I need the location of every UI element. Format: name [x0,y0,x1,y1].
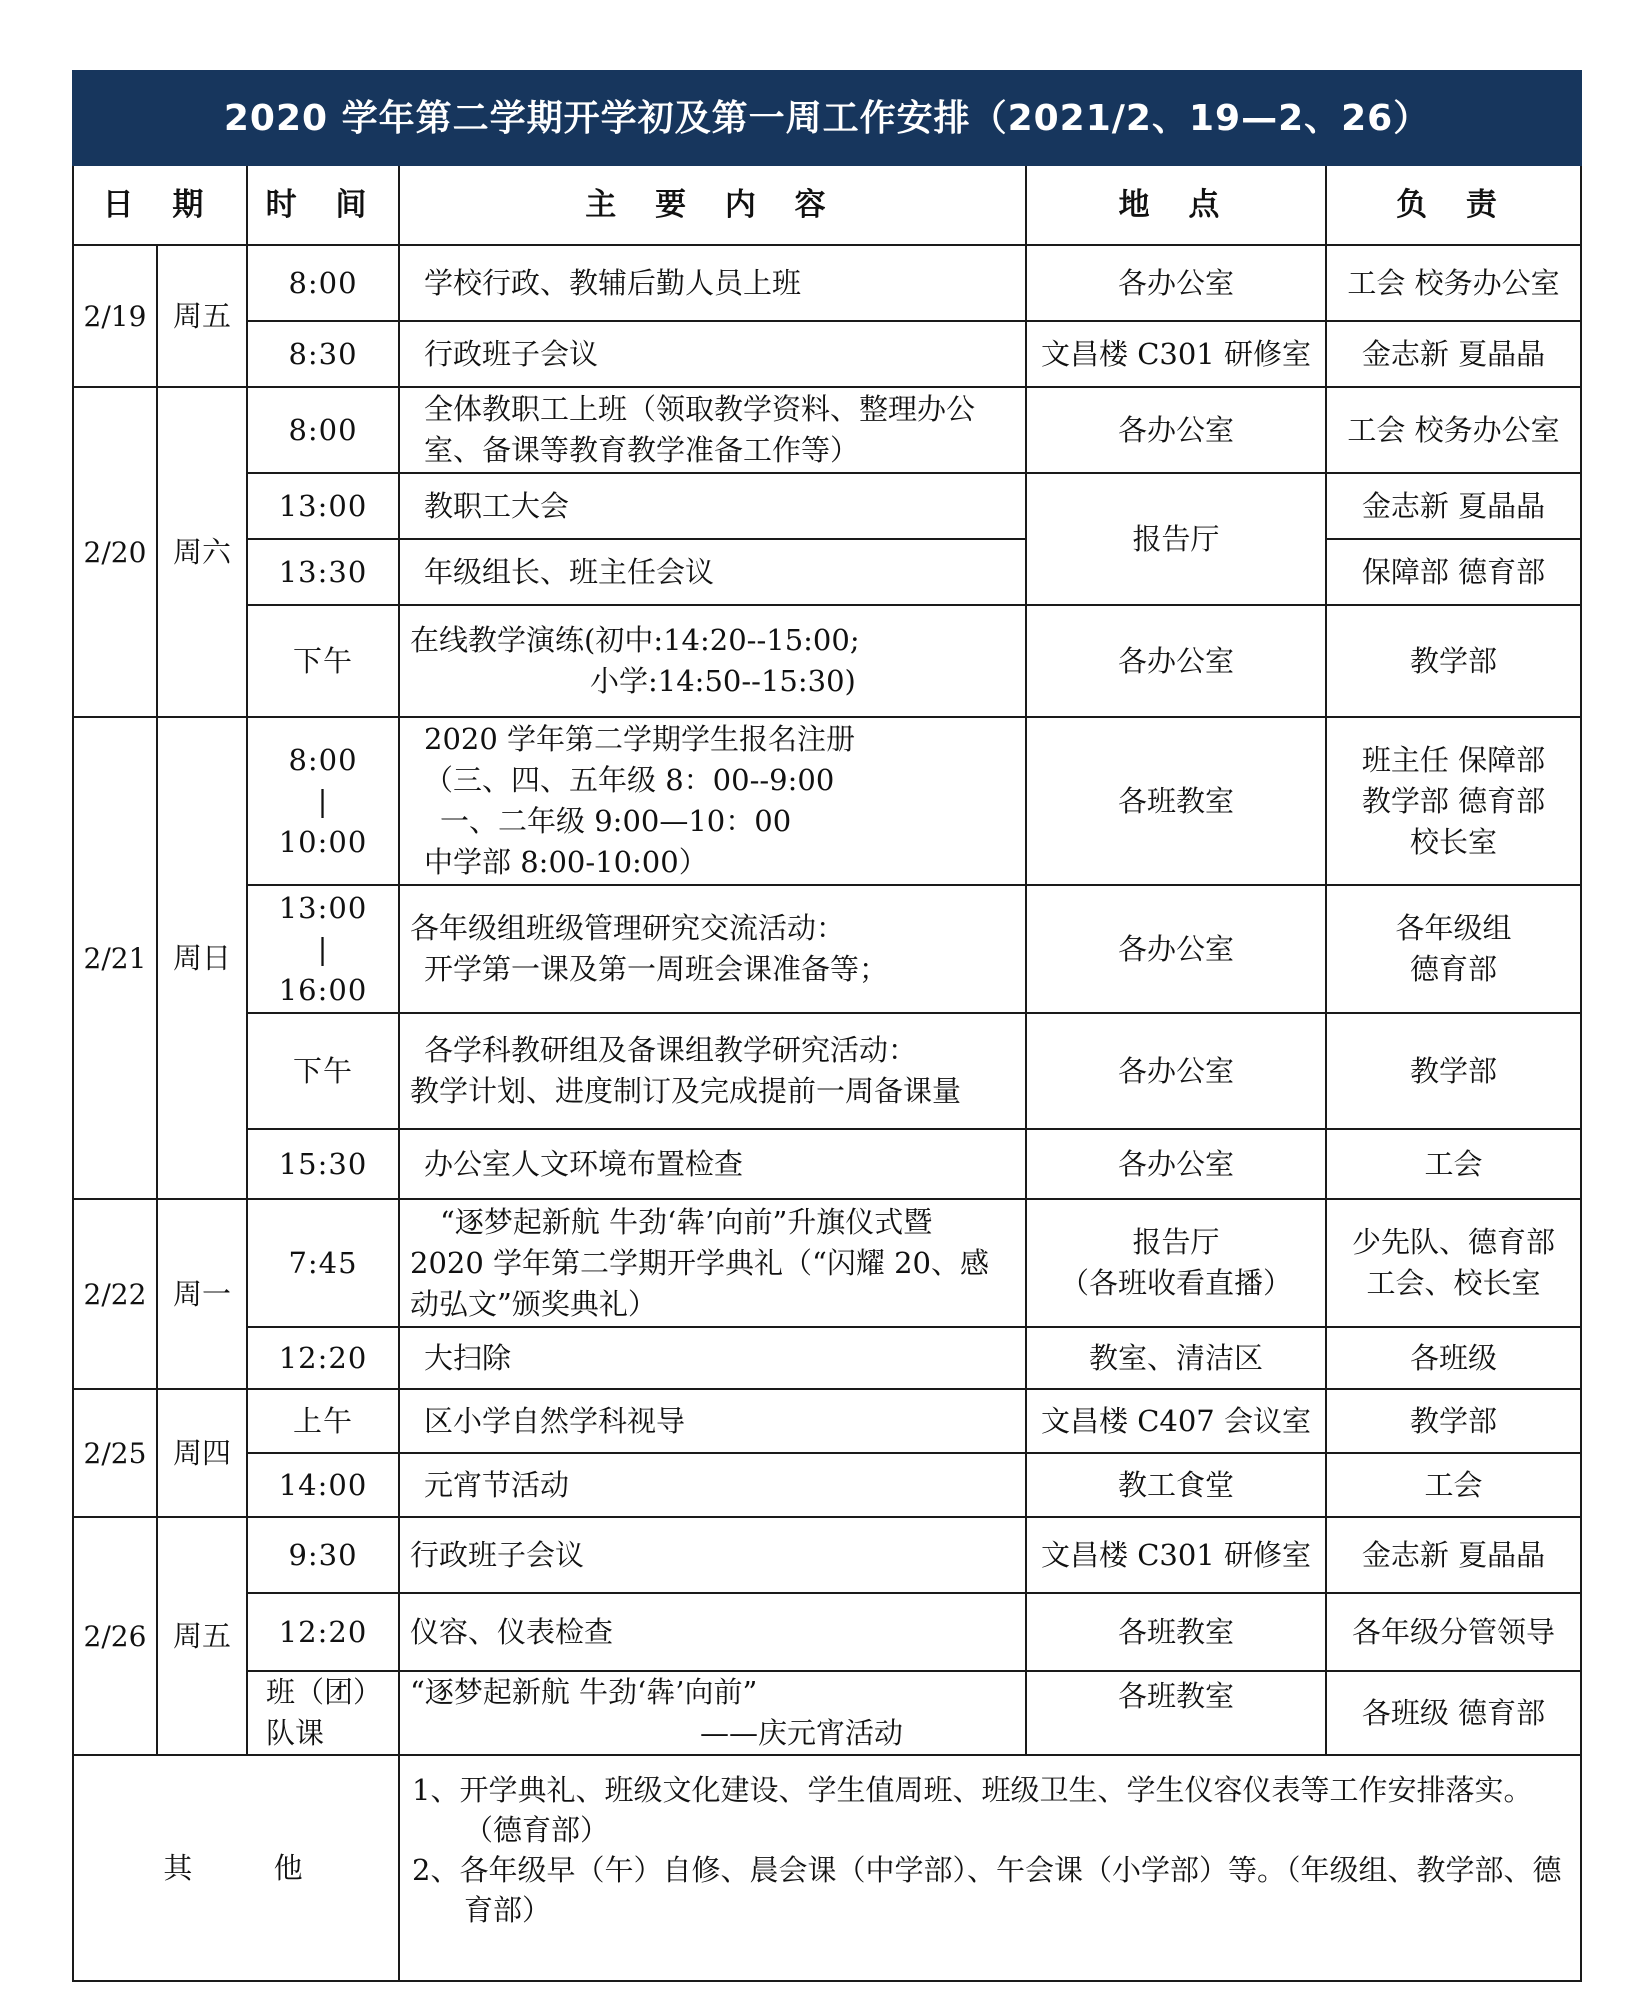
owner-cell: 德育部 [1410,952,1498,986]
table-row [73,1593,1581,1671]
time-cell: 下午 [292,643,353,678]
time-cell: 8:00 [288,742,358,777]
place-cell: （各班收看直播） [1059,1266,1292,1300]
owner-cell: 校长室 [1410,824,1498,859]
date-cell: 2/20 [73,387,157,717]
time-cell: 14:00 [278,1467,368,1502]
schedule-table [72,70,1582,1982]
place-cell: 各班教室 [1117,1614,1234,1649]
table-row [73,1517,1581,1593]
time-cell: | [317,783,329,818]
weekday-cell: 周一 [157,1199,247,1389]
content-cell: 元宵节活动 [424,1467,570,1502]
content-cell: 在线教学演练(初中:14:20--15:00; [410,623,860,657]
date-cell: 2/26 [73,1517,157,1755]
table-row [73,473,1581,539]
content-cell: 一、二年级 9:00—10：00 [440,804,792,838]
place-cell: 教工食堂 [1117,1467,1234,1502]
table-row [73,321,1581,387]
weekday-cell: 周日 [157,717,247,1199]
content-cell: “逐梦起新航 牛劲‘犇’向前”升旗仪式暨 [440,1204,933,1239]
place-cell: 报告厅 [1132,1225,1220,1259]
weekday-cell: 周六 [157,387,247,717]
page-title: 2020 学年第二学期开学初及第一周工作安排（2021/2、19—2、26） [73,71,1581,165]
content-cell: 教学计划、进度制订及完成提前一周备课量 [410,1074,962,1108]
place-cell: 各办公室 [1117,1146,1234,1181]
time-cell: 班（团） [266,1675,383,1709]
time-cell: 12:20 [278,1614,368,1649]
time-cell: 8:00 [288,265,358,300]
table-row [73,1129,1581,1199]
owner-cell: 金志新 夏晶晶 [1361,1537,1546,1572]
time-cell: 队课 [266,1716,325,1750]
time-cell: 上午 [292,1403,353,1438]
place-cell: 教室、清洁区 [1088,1340,1263,1375]
table-row [73,1013,1581,1129]
table-row [73,1389,1581,1453]
content-cell: 行政班子会议 [424,336,599,371]
owner-cell: 教学部 [1410,1403,1498,1438]
place-cell: 各办公室 [1117,412,1234,447]
content-cell: 2020 学年第二学期开学典礼（“闪耀 20、感 [410,1245,989,1280]
owner-cell: 保障部 德育部 [1361,554,1546,589]
table-row [73,717,1581,885]
owner-cell: 各年级分管领导 [1352,1614,1556,1649]
owner-cell: 各年级组 [1395,911,1512,945]
place-cell: 各办公室 [1117,931,1234,966]
table-row [73,1453,1581,1517]
place-cell: 各办公室 [1117,1053,1234,1088]
time-cell: 13:00 [278,488,368,523]
content-cell: 年级组长、班主任会议 [424,554,715,589]
content-cell: 小学:14:50--15:30) [590,664,856,698]
owner-cell: 少先队、德育部 [1352,1225,1556,1259]
content-cell: 区小学自然学科视导 [424,1403,686,1438]
owner-cell: 工会 [1424,1146,1483,1181]
owner-cell: 各班级 德育部 [1361,1695,1546,1730]
header-owner: 负 责 [1326,165,1581,245]
table-row [73,1199,1581,1327]
content-cell: 动弘文”颁奖典礼） [410,1286,657,1321]
content-cell: （三、四、五年级 8：00--9:00 [424,763,835,797]
time-cell: 8:00 [288,412,358,447]
time-cell: 10:00 [278,824,368,859]
weekday-cell: 周四 [157,1389,247,1517]
place-cell: 各班教室 [1117,1679,1234,1713]
content-cell: 各年级组班级管理研究交流活动： [410,911,846,945]
place-cell: 文昌楼 C301 研修室 [1041,1537,1311,1572]
content-cell: 行政班子会议 [410,1537,585,1572]
content-cell: 各学科教研组及备课组教学研究活动： [424,1033,918,1067]
time-cell: 15:30 [278,1146,368,1181]
content-cell: 2020 学年第二学期学生报名注册 [424,722,856,756]
place-cell: 报告厅 [1132,521,1220,556]
owner-cell: 教学部 德育部 [1361,783,1546,818]
date-cell: 2/22 [73,1199,157,1389]
content-cell: 大扫除 [424,1340,512,1375]
table-row [73,885,1581,1013]
time-cell: 7:45 [288,1245,358,1280]
place-cell: 各班教室 [1117,783,1234,818]
content-cell: 中学部 8:00-10:00） [424,845,708,879]
place-cell: 各办公室 [1117,265,1234,300]
owner-cell: 工会 [1424,1467,1483,1502]
weekday-cell: 周五 [157,245,247,387]
other-item: 2、各年级早（午）自修、晨会课（中学部）、午会课（小学部）等。（年级组、教学部、德育部） [412,1853,1562,1927]
table-row [73,1327,1581,1389]
table-row [73,387,1581,473]
owner-cell: 工会 校务办公室 [1347,412,1560,447]
other-label: 其 他 [73,1755,399,1981]
time-cell: | [317,931,329,966]
owner-cell: 工会、校长室 [1366,1266,1541,1300]
content-cell: 全体教职工上班（领取教学资料、整理办公 [424,392,976,426]
header-row [73,165,1581,245]
owner-cell: 班主任 保障部 [1361,742,1546,777]
time-cell: 13:00 [278,890,368,925]
header-place: 地 点 [1026,165,1326,245]
content-cell: “逐梦起新航 牛劲‘犇’向前” [410,1675,758,1709]
content-cell: 仪容、仪表检查 [410,1614,614,1649]
place-cell: 各办公室 [1117,643,1234,678]
date-cell: 2/21 [73,717,157,1199]
time-cell: 8:30 [288,336,358,371]
table-row [73,605,1581,717]
content-cell: 教职工大会 [424,488,570,523]
header-content: 主 要 内 容 [399,165,1026,245]
owner-cell: 金志新 夏晶晶 [1361,336,1546,371]
weekday-cell: 周五 [157,1517,247,1755]
header-time: 时 间 [247,165,399,245]
owner-cell: 教学部 [1410,643,1498,678]
time-cell: 下午 [292,1053,353,1088]
other-row [73,1755,1581,1981]
table-row [73,539,1581,605]
content-cell: 学校行政、教辅后勤人员上班 [424,265,802,300]
content-cell: 办公室人文环境布置检查 [424,1146,744,1181]
time-cell: 13:30 [278,554,368,589]
content-cell: 室、备课等教育教学准备工作等） [424,433,860,467]
date-cell: 2/25 [73,1389,157,1517]
place-cell: 文昌楼 C407 会议室 [1041,1403,1311,1438]
owner-cell: 各班级 [1410,1340,1498,1375]
schedule-sheet [72,70,1580,1982]
content-cell: ——庆元宵活动 [700,1716,904,1750]
place-cell: 文昌楼 C301 研修室 [1041,336,1311,371]
content-cell: 开学第一课及第一周班会课准备等； [424,952,889,986]
table-row [73,1671,1581,1755]
date-cell: 2/19 [73,245,157,387]
owner-cell: 金志新 夏晶晶 [1361,488,1546,523]
time-cell: 9:30 [288,1537,358,1572]
time-cell: 12:20 [278,1340,368,1375]
owner-cell: 工会 校务办公室 [1347,265,1560,300]
owner-cell: 教学部 [1410,1053,1498,1088]
other-item: 1、开学典礼、班级文化建设、学生值周班、班级卫生、学生仪容仪表等工作安排落实。（德育部） [412,1773,1533,1847]
time-cell: 16:00 [278,972,368,1007]
header-date: 日 期 [73,165,247,245]
table-row [73,245,1581,321]
